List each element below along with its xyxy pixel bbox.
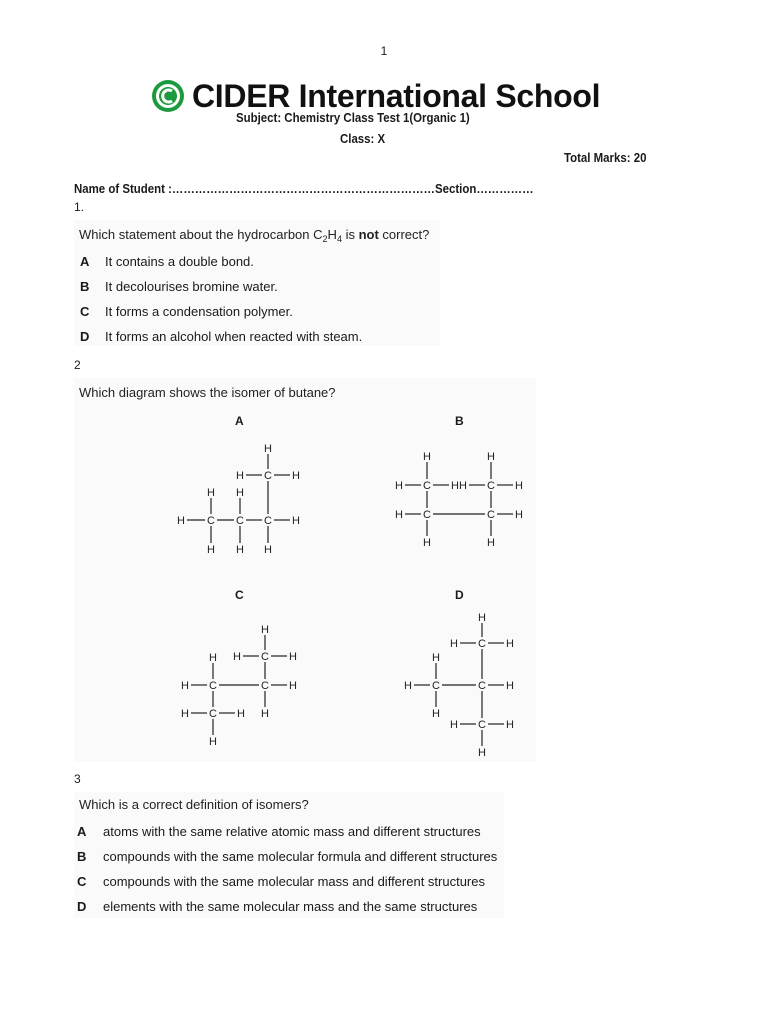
carbon-atom: C	[423, 509, 431, 521]
hydrogen-atom: H	[236, 544, 244, 556]
hydrogen-atom: H	[506, 638, 514, 650]
carbon-atom: C	[207, 515, 215, 527]
hydrogen-atom: H	[289, 651, 297, 663]
hydrogen-atom: H	[207, 487, 215, 499]
option-letter: B	[77, 849, 87, 864]
hydrogen-atom: H	[478, 747, 486, 759]
option-text[interactable]: compounds with the same molecular mass and different structures	[103, 874, 485, 889]
hydrogen-atom: H	[261, 708, 269, 720]
page-number: 1	[380, 44, 388, 58]
hydrogen-atom: H	[432, 652, 440, 664]
hydrogen-atom: H	[292, 515, 300, 527]
question-1-stem: Which statement about the hydrocarbon $C_2H_4$ is not correct?	[79, 227, 430, 244]
option-text[interactable]: It forms a condensation polymer.	[105, 304, 293, 319]
carbon-atom: C	[478, 719, 486, 731]
carbon-atom: C	[264, 515, 272, 527]
hydrogen-atom: H	[209, 652, 217, 664]
hydrogen-atom: H	[404, 680, 412, 692]
question-3-block	[74, 792, 504, 918]
hydrogen-atom: H	[487, 451, 495, 463]
question-3-stem: Which is a correct definition of isomers?	[79, 797, 309, 812]
option-letter: C	[77, 874, 87, 889]
hydrogen-atom: H	[506, 719, 514, 731]
structural-formula-diagrams	[74, 378, 536, 762]
question-2-block	[74, 378, 536, 762]
total-marks: Total Marks: 20	[564, 150, 647, 165]
hydrogen-atom: H	[487, 537, 495, 549]
class-line: Class: X	[340, 131, 386, 146]
option-letter: A	[80, 254, 90, 269]
option-text[interactable]: elements with the same molecular mass and the same structures	[103, 899, 478, 914]
hydrogen-atom: H	[451, 480, 459, 492]
carbon-atom: C	[261, 680, 269, 692]
carbon-atom: C	[209, 680, 217, 692]
question-3-number: 3	[74, 772, 81, 786]
student-name-line[interactable]: Name of Student :……………………………………………………………Section……………	[74, 181, 534, 196]
hydrogen-atom: H	[432, 708, 440, 720]
carbon-atom: C	[261, 651, 269, 663]
hydrogen-atom: H	[236, 487, 244, 499]
carbon-atom: C	[236, 515, 244, 527]
option-text[interactable]: atoms with the same relative atomic mass and different structures	[103, 824, 481, 839]
hydrogen-atom: H	[233, 651, 241, 663]
hydrogen-atom: H	[395, 509, 403, 521]
diagram-label-c: C	[235, 588, 244, 602]
hydrogen-atom: H	[459, 480, 467, 492]
hydrogen-atom: H	[506, 680, 514, 692]
hydrogen-atom: H	[181, 680, 189, 692]
school-name: CIDER International School	[192, 78, 601, 114]
hydrogen-atom: H	[177, 515, 185, 527]
hydrogen-atom: H	[264, 443, 272, 455]
question-2-number: 2	[74, 358, 81, 372]
diagram-label-b: B	[455, 414, 464, 428]
carbon-atom: C	[423, 480, 431, 492]
option-text[interactable]: It decolourises bromine water.	[105, 279, 278, 294]
hydrogen-atom: H	[515, 509, 523, 521]
option-letter: C	[80, 304, 90, 319]
question-1-number: 1.	[74, 200, 85, 214]
carbon-atom: C	[209, 708, 217, 720]
question-1-block	[74, 220, 440, 346]
option-letter: B	[80, 279, 90, 294]
hydrogen-atom: H	[292, 470, 300, 482]
carbon-atom: C	[478, 680, 486, 692]
option-text[interactable]: It contains a double bond.	[105, 254, 254, 269]
carbon-atom: C	[487, 509, 495, 521]
hydrogen-atom: H	[209, 736, 217, 748]
carbon-atom: C	[432, 680, 440, 692]
hydrogen-atom: H	[236, 470, 244, 482]
carbon-atom: C	[478, 638, 486, 650]
hydrogen-atom: H	[423, 451, 431, 463]
hydrogen-atom: H	[264, 544, 272, 556]
option-letter: D	[80, 329, 90, 344]
carbon-atom: C	[264, 470, 272, 482]
hydrogen-atom: H	[450, 638, 458, 650]
hydrogen-atom: H	[478, 612, 486, 624]
cider-logo-icon	[150, 78, 186, 114]
question-2-stem: Which diagram shows the isomer of butane?	[79, 385, 336, 400]
carbon-atom: C	[487, 480, 495, 492]
option-text[interactable]: It forms an alcohol when reacted with steam.	[105, 329, 363, 344]
hydrogen-atom: H	[261, 624, 269, 636]
hydrogen-atom: H	[207, 544, 215, 556]
diagram-label-d: D	[455, 588, 464, 602]
hydrogen-atom: H	[423, 537, 431, 549]
hydrogen-atom: H	[181, 708, 189, 720]
option-letter: D	[77, 899, 87, 914]
hydrogen-atom: H	[289, 680, 297, 692]
option-letter: A	[77, 824, 87, 839]
hydrogen-atom: H	[515, 480, 523, 492]
hydrogen-atom: H	[450, 719, 458, 731]
subject-line: Subject: Chemistry Class Test 1(Organic 1)	[236, 110, 470, 125]
option-text[interactable]: compounds with the same molecular formula and different structures	[103, 849, 498, 864]
diagram-label-a: A	[235, 414, 244, 428]
hydrogen-atom: H	[395, 480, 403, 492]
hydrogen-atom: H	[237, 708, 245, 720]
